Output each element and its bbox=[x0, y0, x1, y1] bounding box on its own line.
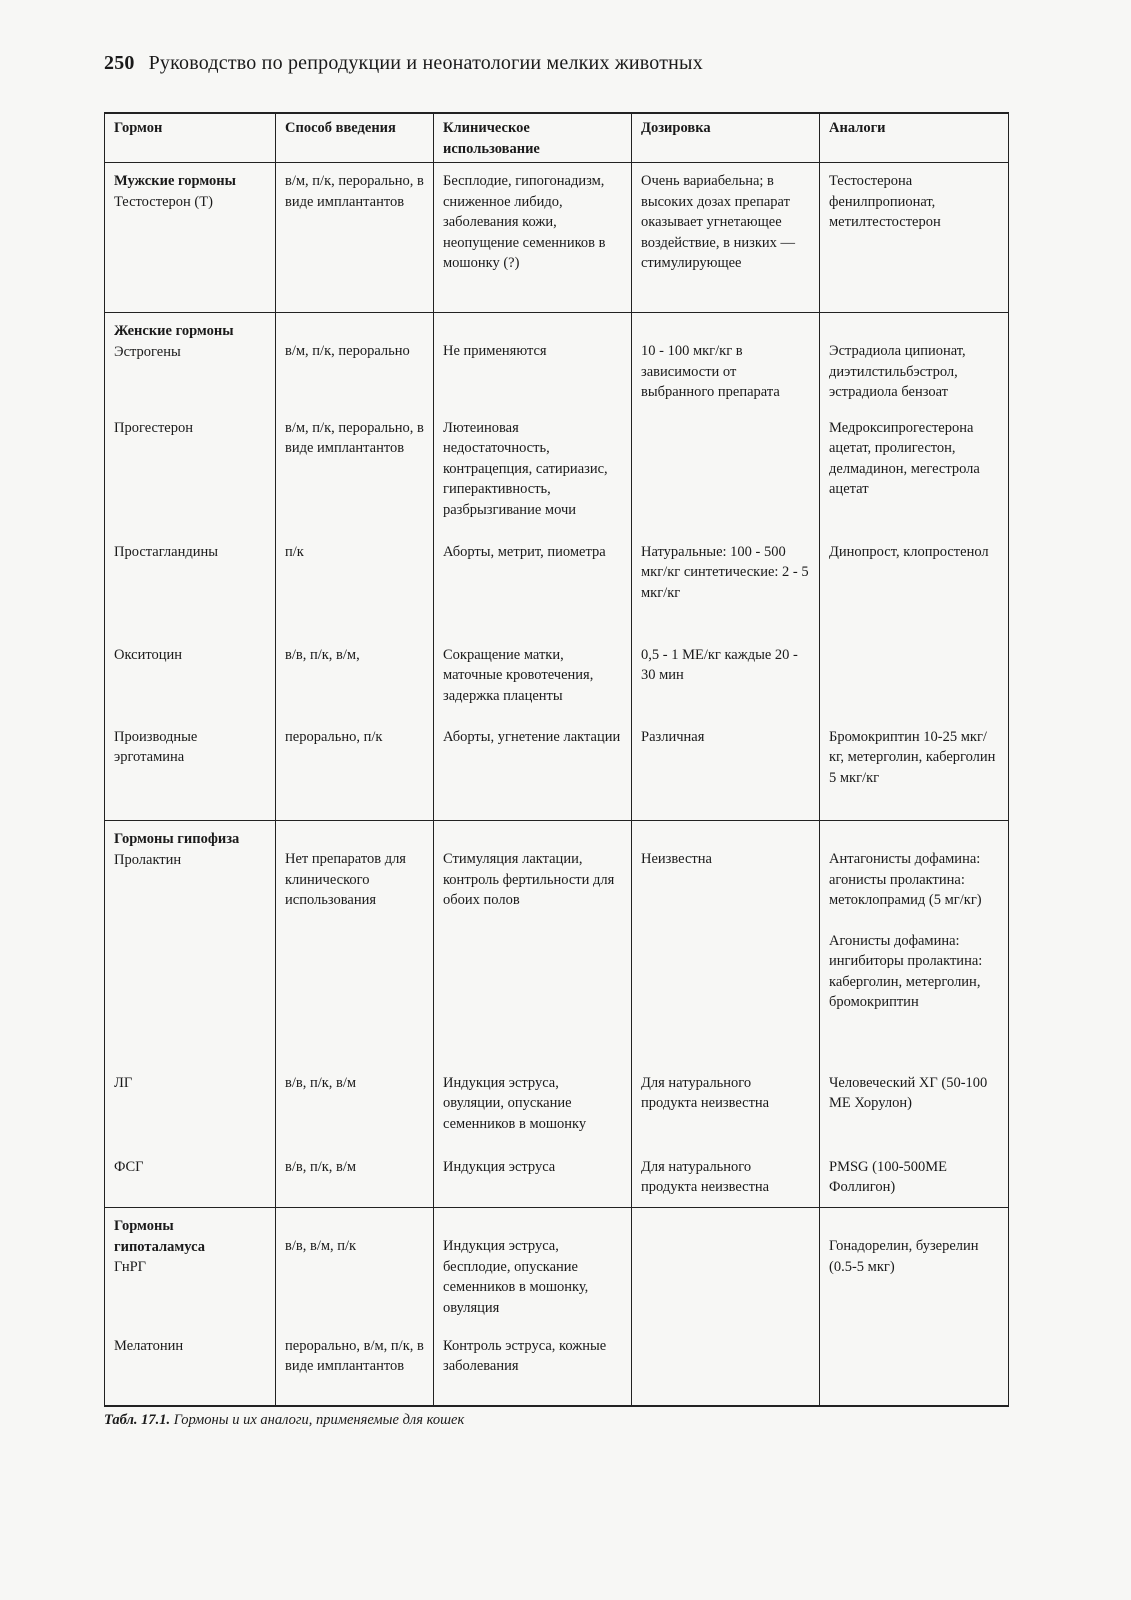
hormone-name: Прогестерон bbox=[105, 418, 276, 542]
use-cell: Не применяются bbox=[434, 313, 632, 418]
route-cell: п/к bbox=[276, 542, 434, 645]
analogs-cell: Эстрадиола ципионат, диэтилстильбэстрол, эстрадиола бензоат bbox=[820, 313, 1009, 418]
use-cell: Лютеиновая недостаточность, контрацепция, сатириазис, гиперактивность, разбрызгивание мочи bbox=[434, 418, 632, 542]
use-cell: Стимуляция лактации, контроль фертильности для обоих полов bbox=[434, 821, 632, 1073]
dose-cell: 0,5 - 1 МЕ/кг каждые 20 - 30 мин bbox=[632, 645, 820, 727]
analogs-cell: Бромокриптин 10-25 мкг/кг, метерголин, каберголин 5 мкг/кг bbox=[820, 727, 1009, 821]
use-cell: Аборты, угнетение лактации bbox=[434, 727, 632, 821]
table-row bbox=[105, 313, 1009, 418]
table-row bbox=[105, 163, 1009, 313]
hormone-name: Эстрогены bbox=[114, 343, 181, 360]
table-caption bbox=[104, 1412, 464, 1429]
analogs-cell: Человеческий ХГ (50-100 МЕ Хорулон) bbox=[820, 1073, 1009, 1157]
table-row bbox=[105, 1336, 1009, 1406]
table-row bbox=[105, 1073, 1009, 1157]
caption-label: Табл. 17.1. bbox=[104, 1412, 171, 1428]
hormone-name: Простагландины bbox=[105, 542, 276, 645]
hormone-name: Мелатонин bbox=[105, 1336, 276, 1406]
column-header: Дозировка bbox=[632, 113, 820, 163]
analogs-cell: Гонадорелин, бузерелин (0.5-5 мкг) bbox=[820, 1208, 1009, 1336]
hormone-name: ГнРГ bbox=[114, 1259, 147, 1275]
hormone-name: Производные эрготамина bbox=[105, 727, 276, 821]
route-cell: Нет препаратов для клинического использования bbox=[276, 821, 434, 1073]
table-row bbox=[105, 542, 1009, 645]
column-header: Аналоги bbox=[820, 113, 1009, 163]
analogs-cell-2: Агонисты дофамина: ингибиторы пролактина: каберголин, метерголин, бромокриптин bbox=[829, 932, 983, 1010]
use-cell: Контроль эструса, кожные заболевания bbox=[434, 1336, 632, 1406]
group-label: Женские гормоны bbox=[114, 323, 234, 339]
analogs-cell: Тестостерона фенилпропионат, метилтестостерон bbox=[820, 163, 1009, 313]
column-header: Гормон bbox=[105, 113, 276, 163]
caption-text: Гормоны и их аналоги, применяемые для кошек bbox=[173, 1412, 465, 1428]
route-cell: в/в, в/м, п/к bbox=[276, 1208, 434, 1336]
hormone-cell bbox=[105, 313, 276, 418]
hormone-name: Окситоцин bbox=[105, 645, 276, 727]
use-cell: Бесплодие, гипогонадизм, сниженное либидо, заболевания кожи, неопущение семенников в мошонку (?) bbox=[434, 163, 632, 313]
table-row bbox=[105, 821, 1009, 1073]
book-title: Руководство по репродукции и неонатологии мелких животных bbox=[148, 52, 703, 74]
dose-cell: Различная bbox=[632, 727, 820, 821]
group-label: Гормоны гипоталамуса bbox=[114, 1218, 205, 1255]
route-cell: в/в, п/к, в/м, bbox=[276, 645, 434, 727]
route-cell: в/в, п/к, в/м bbox=[276, 1157, 434, 1208]
dose-cell bbox=[632, 1336, 820, 1406]
route-cell: в/в, п/к, в/м bbox=[276, 1073, 434, 1157]
analogs-cell: Динопрост, клопростенол bbox=[820, 542, 1009, 645]
table-row bbox=[105, 418, 1009, 542]
use-cell: Индукция эструса, овуляции, опускание семенников в мошонку bbox=[434, 1073, 632, 1157]
dose-cell: Для натурального продукта неизвестна bbox=[632, 1073, 820, 1157]
analogs-cell: PMSG (100-500МЕ Фоллигон) bbox=[820, 1157, 1009, 1208]
route-cell: в/м, п/к, перорально bbox=[276, 313, 434, 418]
page-header bbox=[104, 52, 703, 75]
route-cell: в/м, п/к, перорально, в виде имплантантов bbox=[276, 418, 434, 542]
group-label: Гормоны гипофиза bbox=[114, 831, 240, 847]
dose-cell: 10 - 100 мкг/кг в зависимости от выбранного препарата bbox=[632, 313, 820, 418]
analogs-cell bbox=[820, 645, 1009, 727]
column-header: Способ введения bbox=[276, 113, 434, 163]
dose-cell: Для натурального продукта неизвестна bbox=[632, 1157, 820, 1208]
analogs-cell: Антагонисты дофамина: агонисты пролактина: метоклопрамид (5 мг/кг) Агонисты дофамина: ингибиторы пролактина: каберголин, метерголин, бромокриптин bbox=[820, 821, 1009, 1073]
dose-cell: Неизвестна bbox=[632, 821, 820, 1073]
use-cell: Индукция эструса bbox=[434, 1157, 632, 1208]
route-cell: в/м, п/к, перорально, в виде имплантантов bbox=[276, 163, 434, 313]
dose-cell: Очень вариабельна; в высоких дозах препарат оказывает угнетающее воздействие, в низких — стимулирующее bbox=[632, 163, 820, 313]
table-row bbox=[105, 1208, 1009, 1336]
use-cell: Сокращение матки, маточные кровотечения, задержка плаценты bbox=[434, 645, 632, 727]
table-row bbox=[105, 1157, 1009, 1208]
use-cell: Аборты, метрит, пиометра bbox=[434, 542, 632, 645]
dose-cell: Натуральные: 100 - 500 мкг/кг синтетические: 2 - 5 мкг/кг bbox=[632, 542, 820, 645]
use-cell: Индукция эструса, бесплодие, опускание семенников в мошонку, овуляция bbox=[434, 1208, 632, 1336]
hormone-name: ЛГ bbox=[105, 1073, 276, 1157]
page-number: 250 bbox=[104, 52, 135, 74]
hormone-name: ФСГ bbox=[105, 1157, 276, 1208]
hormone-cell bbox=[105, 1208, 276, 1336]
route-cell: перорально, п/к bbox=[276, 727, 434, 821]
route-cell: перорально, в/м, п/к, в виде имплантантов bbox=[276, 1336, 434, 1406]
dose-cell bbox=[632, 1208, 820, 1336]
hormone-cell bbox=[105, 163, 276, 313]
table-row bbox=[105, 645, 1009, 727]
table-header-row bbox=[105, 113, 1009, 163]
hormone-name: Пролактин bbox=[114, 851, 182, 868]
hormones-table bbox=[104, 112, 1009, 1407]
table-row bbox=[105, 727, 1009, 821]
hormone-cell bbox=[105, 821, 276, 1073]
group-label: Мужские гормоны bbox=[114, 173, 236, 189]
analogs-cell bbox=[820, 1336, 1009, 1406]
hormone-name: Тестостерон (Т) bbox=[114, 193, 213, 210]
dose-cell bbox=[632, 418, 820, 542]
analogs-cell: Медроксипрогестерона ацетат, пролигестон, делмадинон, мегестрола ацетат bbox=[820, 418, 1009, 542]
column-header: Клиническое использование bbox=[434, 113, 632, 163]
